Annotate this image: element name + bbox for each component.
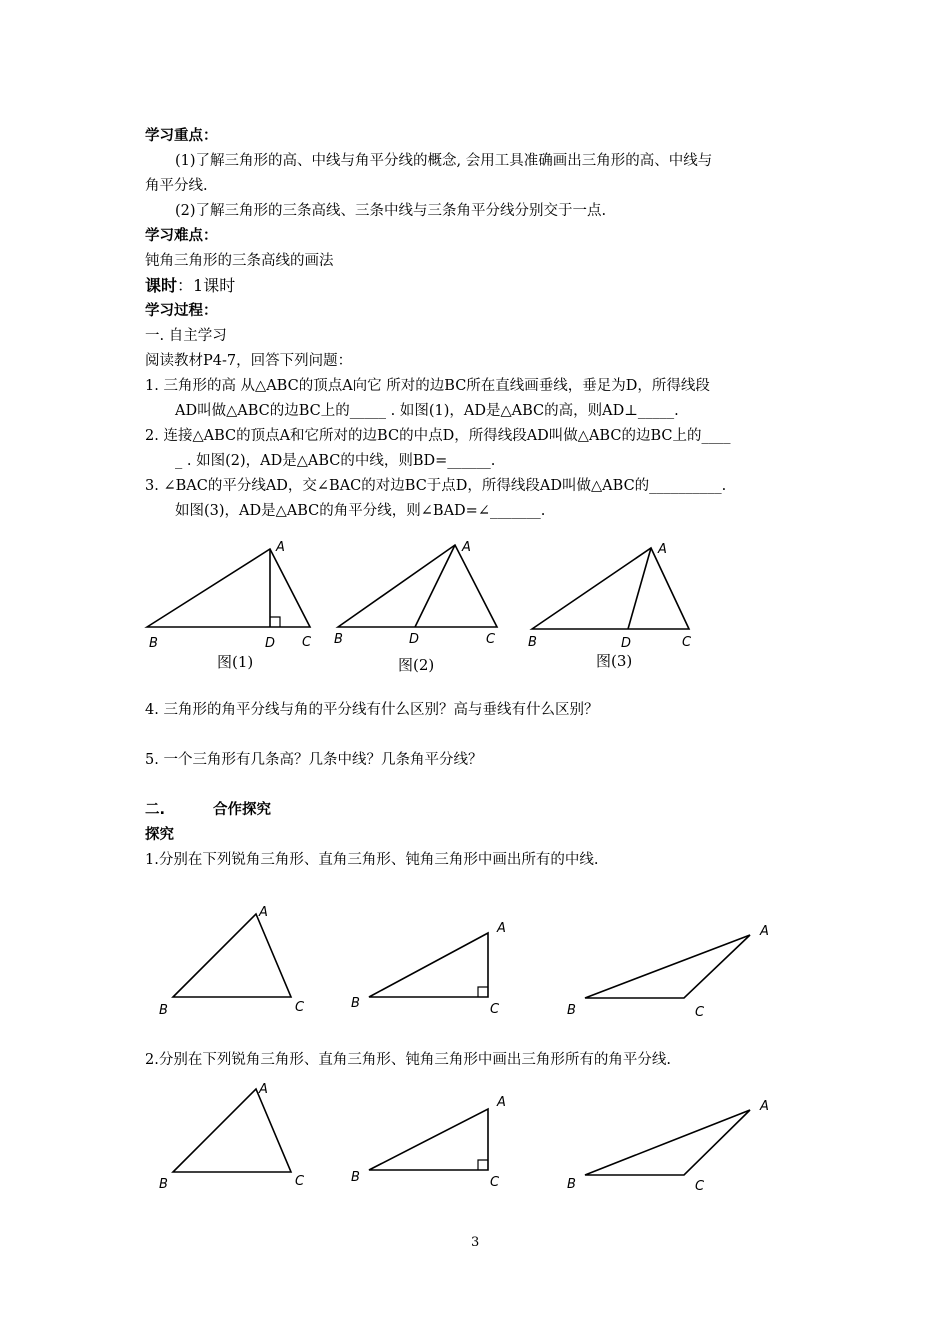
figure-3-caption: 图(3) <box>596 652 633 670</box>
reading-intro: 阅读教材P4-7，回答下列问题： <box>145 353 353 369</box>
task-1-right-label-a: A <box>497 921 506 936</box>
task-2-right-label-c: C <box>490 1175 500 1190</box>
class-hours-value: ：1课时 <box>177 276 236 295</box>
task-1-obtuse-label-a: A <box>760 924 769 939</box>
task-2-acute-triangle <box>159 1082 305 1192</box>
question-2-line1: 2. 连接△ABC的顶点A和它所对的边BC的中点D，所得线段AD叫做△ABC的边BC上的____ <box>145 428 731 444</box>
difficulty-text: 钝角三角形的三条高线的画法 <box>145 253 334 269</box>
task-2-obtuse-triangle <box>567 1099 769 1194</box>
task-2-right-label-a: A <box>497 1095 506 1110</box>
task-1-acute-label-b: B <box>159 1003 168 1018</box>
task-2-acute-label-a: A <box>259 1082 268 1097</box>
figure-2-caption: 图(2) <box>398 656 435 674</box>
explore-heading: 探究 <box>145 827 174 843</box>
figure-3-label-c: C <box>682 635 692 650</box>
key-points-heading: 学习重点： <box>145 128 218 144</box>
figure-1-label-b: B <box>149 636 158 651</box>
task-2-obtuse-label-c: C <box>695 1179 705 1194</box>
figure-2-label-d: D <box>409 632 420 647</box>
section2-number: 二. <box>145 802 166 818</box>
question-3-line2: 如图(3)，AD是△ABC的角平分线，则∠BAD=∠_______. <box>175 503 546 519</box>
task-2-obtuse-label-a: A <box>760 1099 769 1114</box>
question-1-line2: AD叫做△ABC的边BC上的_____ . 如图(1)，AD是△ABC的高，则AD⊥_____. <box>175 403 679 419</box>
task-2-right-angle-mark <box>478 1160 488 1170</box>
figure-3-label-b: B <box>528 635 537 650</box>
figure-2-label-b: B <box>334 632 343 647</box>
task-1-right-label-b: B <box>351 996 360 1011</box>
class-hours-label: 课时 <box>145 276 178 295</box>
question-4: 4. 三角形的角平分线与角的平分线有什么区别？高与垂线有什么区别？ <box>145 702 599 718</box>
figure-1-caption: 图(1) <box>217 653 254 671</box>
question-1-line1: 1. 三角形的高 从△ABC的顶点A向它 所对的边BC所在直线画垂线，垂足为D，所得线段 <box>145 378 710 394</box>
figure-1-label-c: C <box>302 635 312 650</box>
task-1: 1.分别在下列锐角三角形、直角三角形、钝角三角形中画出所有的中线. <box>145 852 599 868</box>
key-point-2: (2)了解三角形的三条高线、三条中线与三条角平分线分别交于一点. <box>175 203 607 219</box>
figure-1-label-d: D <box>265 636 276 651</box>
question-2-line2: _ . 如图(2)，AD是△ABC的中线，则BD=______. <box>175 453 496 469</box>
task-1-acute-label-c: C <box>295 1000 305 1015</box>
task-2: 2.分别在下列锐角三角形、直角三角形、钝角三角形中画出三角形所有的角平分线. <box>145 1052 671 1068</box>
task-2-right-triangle <box>351 1095 506 1190</box>
task-1-obtuse-label-b: B <box>567 1003 576 1018</box>
task-2-acute-outline <box>173 1089 291 1172</box>
task-1-obtuse-label-c: C <box>695 1005 705 1020</box>
key-point-1-line1: (1)了解三角形的高、中线与角平分线的概念, 会用工具准确画出三角形的高、中线与 <box>175 153 713 169</box>
question-3-line1: 3. ∠BAC的平分线AD，交∠BAC的对边BC于点D，所得线段AD叫做△ABC的__________. <box>145 478 727 494</box>
section2-heading: 合作探究 <box>213 802 271 818</box>
key-point-1-line2: 角平分线. <box>145 178 208 194</box>
task-2-obtuse-outline <box>585 1110 750 1175</box>
task-2-right-label-b: B <box>351 1170 360 1185</box>
task-1-right-label-c: C <box>490 1002 500 1017</box>
task-1-acute-label-a: A <box>259 905 268 920</box>
figure-2-label-a: A <box>462 540 471 555</box>
figure-3-label-a: A <box>658 542 667 557</box>
task-2-acute-label-b: B <box>159 1177 168 1192</box>
process-heading: 学习过程： <box>145 303 218 319</box>
task-2-right-outline <box>369 1109 488 1170</box>
figure-3-label-d: D <box>621 636 632 651</box>
page-number: 3 <box>471 1235 480 1250</box>
task-2-acute-label-c: C <box>295 1174 305 1189</box>
section1-heading: 一. 自主学习 <box>145 328 227 344</box>
task-2-obtuse-label-b: B <box>567 1177 576 1192</box>
difficulty-heading: 学习难点： <box>145 228 218 244</box>
figure-2-label-c: C <box>486 632 496 647</box>
figure-1-label-a: A <box>276 540 285 555</box>
question-5: 5. 一个三角形有几条高？几条中线？几条角平分线？ <box>145 752 483 768</box>
